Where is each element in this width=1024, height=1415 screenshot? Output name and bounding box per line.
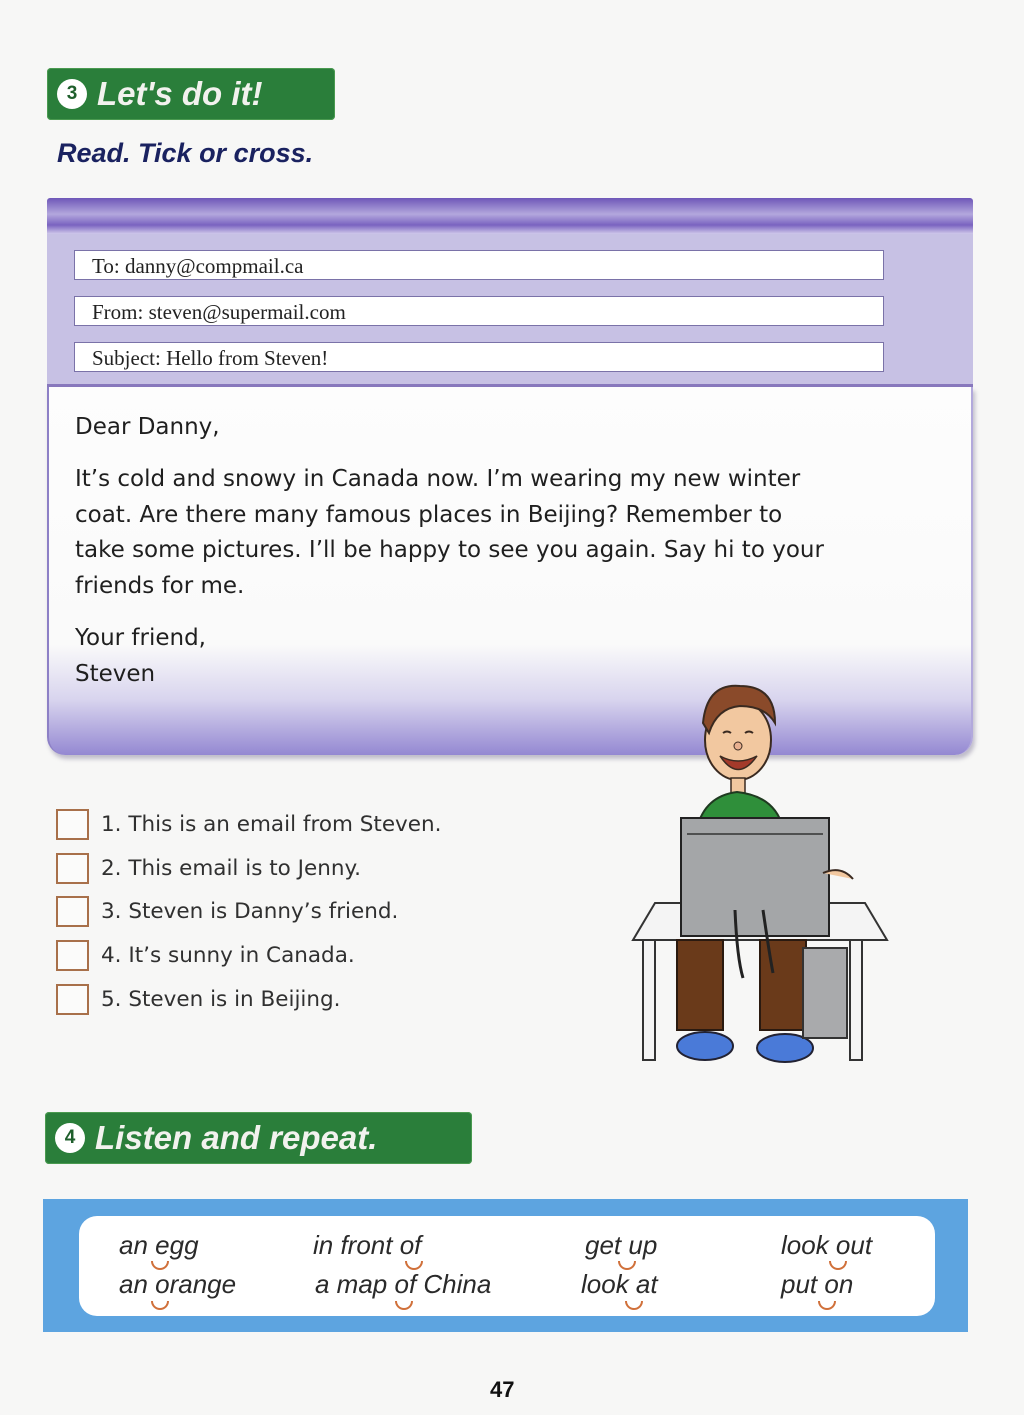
section-3-banner <box>47 68 335 120</box>
statement-row <box>56 803 441 847</box>
phrase: an egg <box>119 1230 199 1260</box>
statement-text: 4. It’s sunny in Canada. <box>101 943 355 969</box>
statement-row <box>56 934 441 978</box>
email-line: coat. Are there many famous places in Beijing? Remember to <box>75 501 783 528</box>
instruction-text: Read. Tick or cross. <box>57 138 314 168</box>
tick-checkbox[interactable] <box>56 809 89 840</box>
email-line: It’s cold and snowy in Canada now. I’m wearing my new winter <box>75 466 801 492</box>
tick-or-cross-list <box>56 803 441 1021</box>
phrase: look out <box>781 1230 873 1260</box>
email-signature: Steven <box>75 661 156 687</box>
section-4-banner <box>45 1112 472 1164</box>
tick-checkbox[interactable] <box>56 940 89 971</box>
boy-nose <box>734 742 742 750</box>
statement-text: 2. This email is to Jenny. <box>101 855 361 881</box>
email-title-bar <box>47 198 973 234</box>
desk-leg <box>850 940 862 1060</box>
linking-mark-icon <box>818 1301 836 1310</box>
email-to-field: To: danny@compmail.ca <box>74 250 884 280</box>
boy-at-computer-icon <box>625 678 890 1073</box>
email-line: take some pictures. I’ll be happy to see you again. Say hi to your <box>75 537 824 563</box>
boy-shoe <box>677 1032 733 1060</box>
phrase: get up <box>585 1230 658 1260</box>
page-number: 47 <box>490 1377 515 1402</box>
statement-row <box>56 890 441 934</box>
desk-leg <box>643 940 655 1060</box>
email-header <box>47 234 973 387</box>
section-4-title: Listen and repeat. <box>95 1119 378 1156</box>
phrase: an orange <box>119 1269 237 1299</box>
section-3-title: Let's do it! <box>97 75 263 112</box>
tick-checkbox[interactable] <box>56 896 89 927</box>
section-number-badge: 3 <box>57 79 87 109</box>
email-greeting: Dear Danny, <box>75 414 220 440</box>
email-subject-field: Subject: Hello from Steven! <box>74 342 884 372</box>
tick-checkbox[interactable] <box>56 853 89 884</box>
linking-mark-icon <box>395 1301 413 1310</box>
section-number-badge: 4 <box>55 1123 85 1153</box>
statement-row <box>56 847 441 891</box>
email-from-field: From: steven@supermail.com <box>74 296 884 326</box>
phrase-panel <box>79 1216 935 1316</box>
tick-checkbox[interactable] <box>56 984 89 1015</box>
email-window <box>47 198 973 758</box>
pc-tower <box>803 948 847 1038</box>
listen-repeat-box <box>43 1199 968 1332</box>
computer-monitor <box>681 818 829 936</box>
statement-text: 1. This is an email from Steven. <box>101 812 442 838</box>
phrase: look at <box>581 1269 658 1299</box>
linking-mark-icon <box>625 1301 643 1310</box>
boy-leg <box>677 940 723 1030</box>
statement-text: 3. Steven is Danny’s friend. <box>101 899 399 925</box>
phrase: put on <box>781 1269 854 1299</box>
email-line: friends for me. <box>75 572 245 599</box>
linking-mark-icon <box>151 1301 169 1310</box>
phrase: in front of <box>313 1230 422 1260</box>
phrase: a map of China <box>315 1269 492 1299</box>
boy-leg <box>760 940 806 1030</box>
email-paragraph <box>75 462 824 604</box>
email-closing: Your friend, <box>75 625 206 651</box>
statement-row <box>56 977 441 1021</box>
statement-text: 5. Steven is in Beijing. <box>101 986 341 1012</box>
